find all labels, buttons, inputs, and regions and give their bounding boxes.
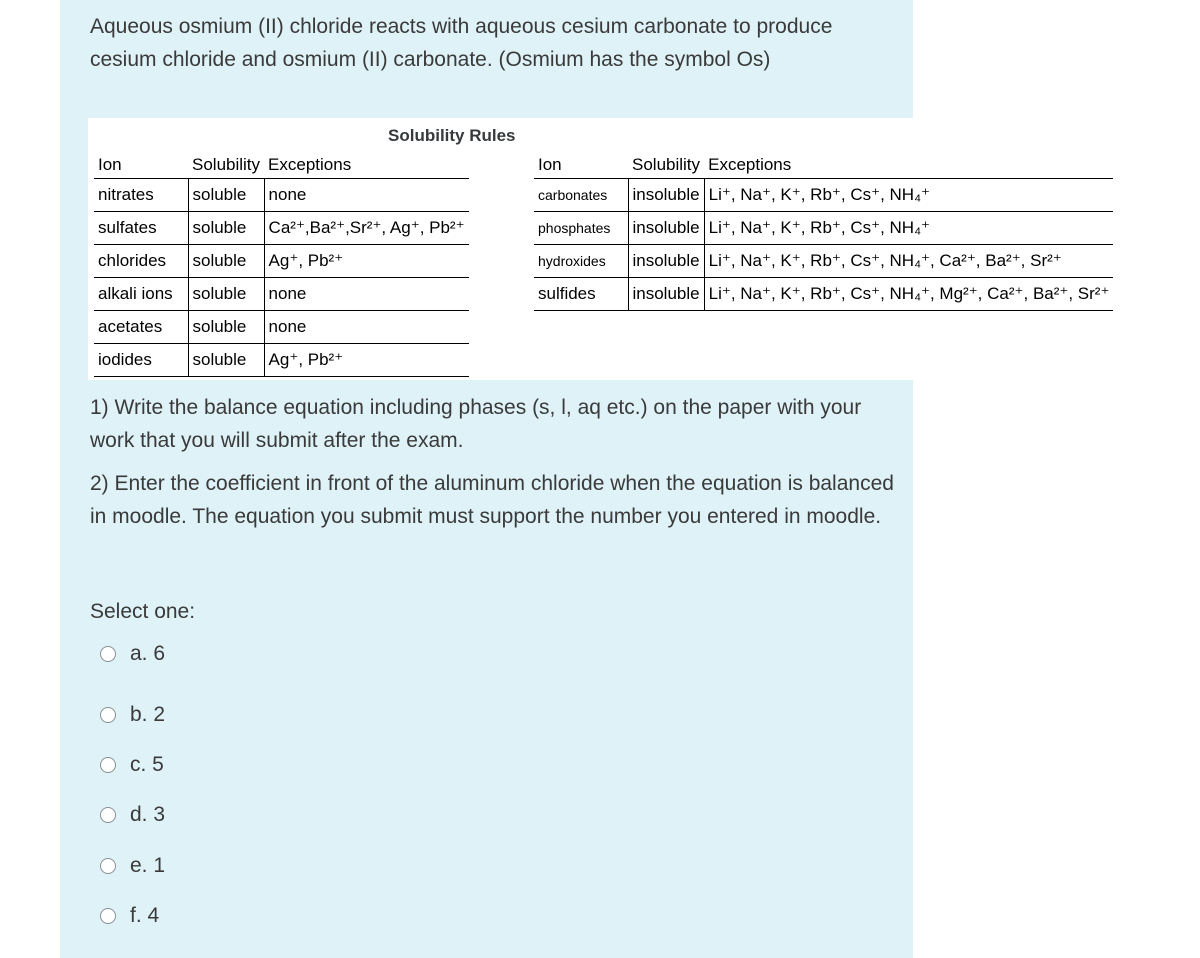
ion-cell: acetates xyxy=(94,311,188,344)
solubility-table-left xyxy=(94,152,469,377)
question-stem: Aqueous osmium (II) chloride reacts with aqueous cesium carbonate to produce cesium chloride and osmium (II) carbonate. (Osmium has the symbol Os) xyxy=(90,15,833,71)
option-label: e. 1 xyxy=(130,854,166,877)
table-row xyxy=(534,278,1113,311)
option-label: a. 6 xyxy=(130,642,166,665)
answer-option-d[interactable] xyxy=(100,801,165,829)
solubility-cell: soluble xyxy=(188,278,264,311)
ion-cell: iodides xyxy=(94,344,188,377)
ion-cell: sulfates xyxy=(94,212,188,245)
ion-cell: sulfides xyxy=(534,278,628,311)
solubility-cell: soluble xyxy=(188,311,264,344)
ion-cell: hydroxides xyxy=(534,245,628,278)
exceptions-cell: Ca²⁺,Ba²⁺,Sr²⁺, Ag⁺, Pb²⁺ xyxy=(264,212,469,245)
radio-circle-icon[interactable] xyxy=(100,908,116,924)
radio-circle-icon[interactable] xyxy=(100,807,116,823)
ion-cell: carbonates xyxy=(534,179,628,212)
header-exceptions: Exceptions xyxy=(264,152,469,179)
answer-option-c[interactable] xyxy=(100,751,164,779)
answer-option-e[interactable] xyxy=(100,852,165,880)
header-solubility: Solubility xyxy=(188,152,264,179)
header-ion: Ion xyxy=(534,152,628,179)
table-row xyxy=(94,179,469,212)
solubility-cell: soluble xyxy=(188,179,264,212)
radio-circle-icon[interactable] xyxy=(100,646,116,662)
ion-cell: chlorides xyxy=(94,245,188,278)
table-row xyxy=(94,344,469,377)
solubility-cell: soluble xyxy=(188,212,264,245)
solubility-rules-title: Solubility Rules xyxy=(388,126,516,145)
option-label: f. 4 xyxy=(130,904,160,927)
answer-option-a[interactable] xyxy=(100,640,165,668)
ion-cell: phosphates xyxy=(534,212,628,245)
table-row xyxy=(534,245,1113,278)
table-row xyxy=(94,212,469,245)
exceptions-cell: Li⁺, Na⁺, K⁺, Rb⁺, Cs⁺, NH₄⁺, Mg²⁺, Ca²⁺, Ba²⁺, Sr²⁺ xyxy=(704,278,1113,311)
radio-circle-icon[interactable] xyxy=(100,707,116,723)
header-solubility: Solubility xyxy=(628,152,704,179)
table-row xyxy=(94,278,469,311)
solubility-cell: insoluble xyxy=(628,245,704,278)
exceptions-cell: Ag⁺, Pb²⁺ xyxy=(264,344,469,377)
solubility-cell: insoluble xyxy=(628,278,704,311)
exceptions-cell: Li⁺, Na⁺, K⁺, Rb⁺, Cs⁺, NH₄⁺, Ca²⁺, Ba²⁺, Sr²⁺ xyxy=(704,245,1113,278)
table-row xyxy=(94,311,469,344)
solubility-cell: insoluble xyxy=(628,179,704,212)
solubility-cell: insoluble xyxy=(628,212,704,245)
table-row xyxy=(534,212,1113,245)
exceptions-cell: Li⁺, Na⁺, K⁺, Rb⁺, Cs⁺, NH₄⁺ xyxy=(704,212,1113,245)
question-part-2: 2) Enter the coefficient in front of the aluminum chloride when the equation is balanced in moodle. The equation you submit must support the number you entered in moodle. xyxy=(90,472,894,528)
exceptions-cell: Li⁺, Na⁺, K⁺, Rb⁺, Cs⁺, NH₄⁺ xyxy=(704,179,1113,212)
answer-option-f[interactable] xyxy=(100,902,159,930)
header-ion: Ion xyxy=(94,152,188,179)
answer-option-b[interactable] xyxy=(100,701,165,729)
solubility-table-right xyxy=(534,152,1113,311)
header-exceptions: Exceptions xyxy=(704,152,1113,179)
ion-cell: nitrates xyxy=(94,179,188,212)
table-row xyxy=(534,179,1113,212)
ion-cell: alkali ions xyxy=(94,278,188,311)
exceptions-cell: Ag⁺, Pb²⁺ xyxy=(264,245,469,278)
exceptions-cell: none xyxy=(264,278,469,311)
solubility-cell: soluble xyxy=(188,245,264,278)
solubility-cell: soluble xyxy=(188,344,264,377)
radio-circle-icon[interactable] xyxy=(100,858,116,874)
option-label: b. 2 xyxy=(130,703,166,726)
table-row xyxy=(94,245,469,278)
option-label: d. 3 xyxy=(130,803,166,826)
exceptions-cell: none xyxy=(264,311,469,344)
solubility-rules-image xyxy=(88,118,1150,380)
radio-circle-icon[interactable] xyxy=(100,757,116,773)
option-label: c. 5 xyxy=(130,753,164,776)
select-one-label: Select one: xyxy=(90,600,196,623)
exceptions-cell: none xyxy=(264,179,469,212)
question-part-1: 1) Write the balance equation including phases (s, l, aq etc.) on the paper with your work that you will submit after the exam. xyxy=(90,396,862,452)
